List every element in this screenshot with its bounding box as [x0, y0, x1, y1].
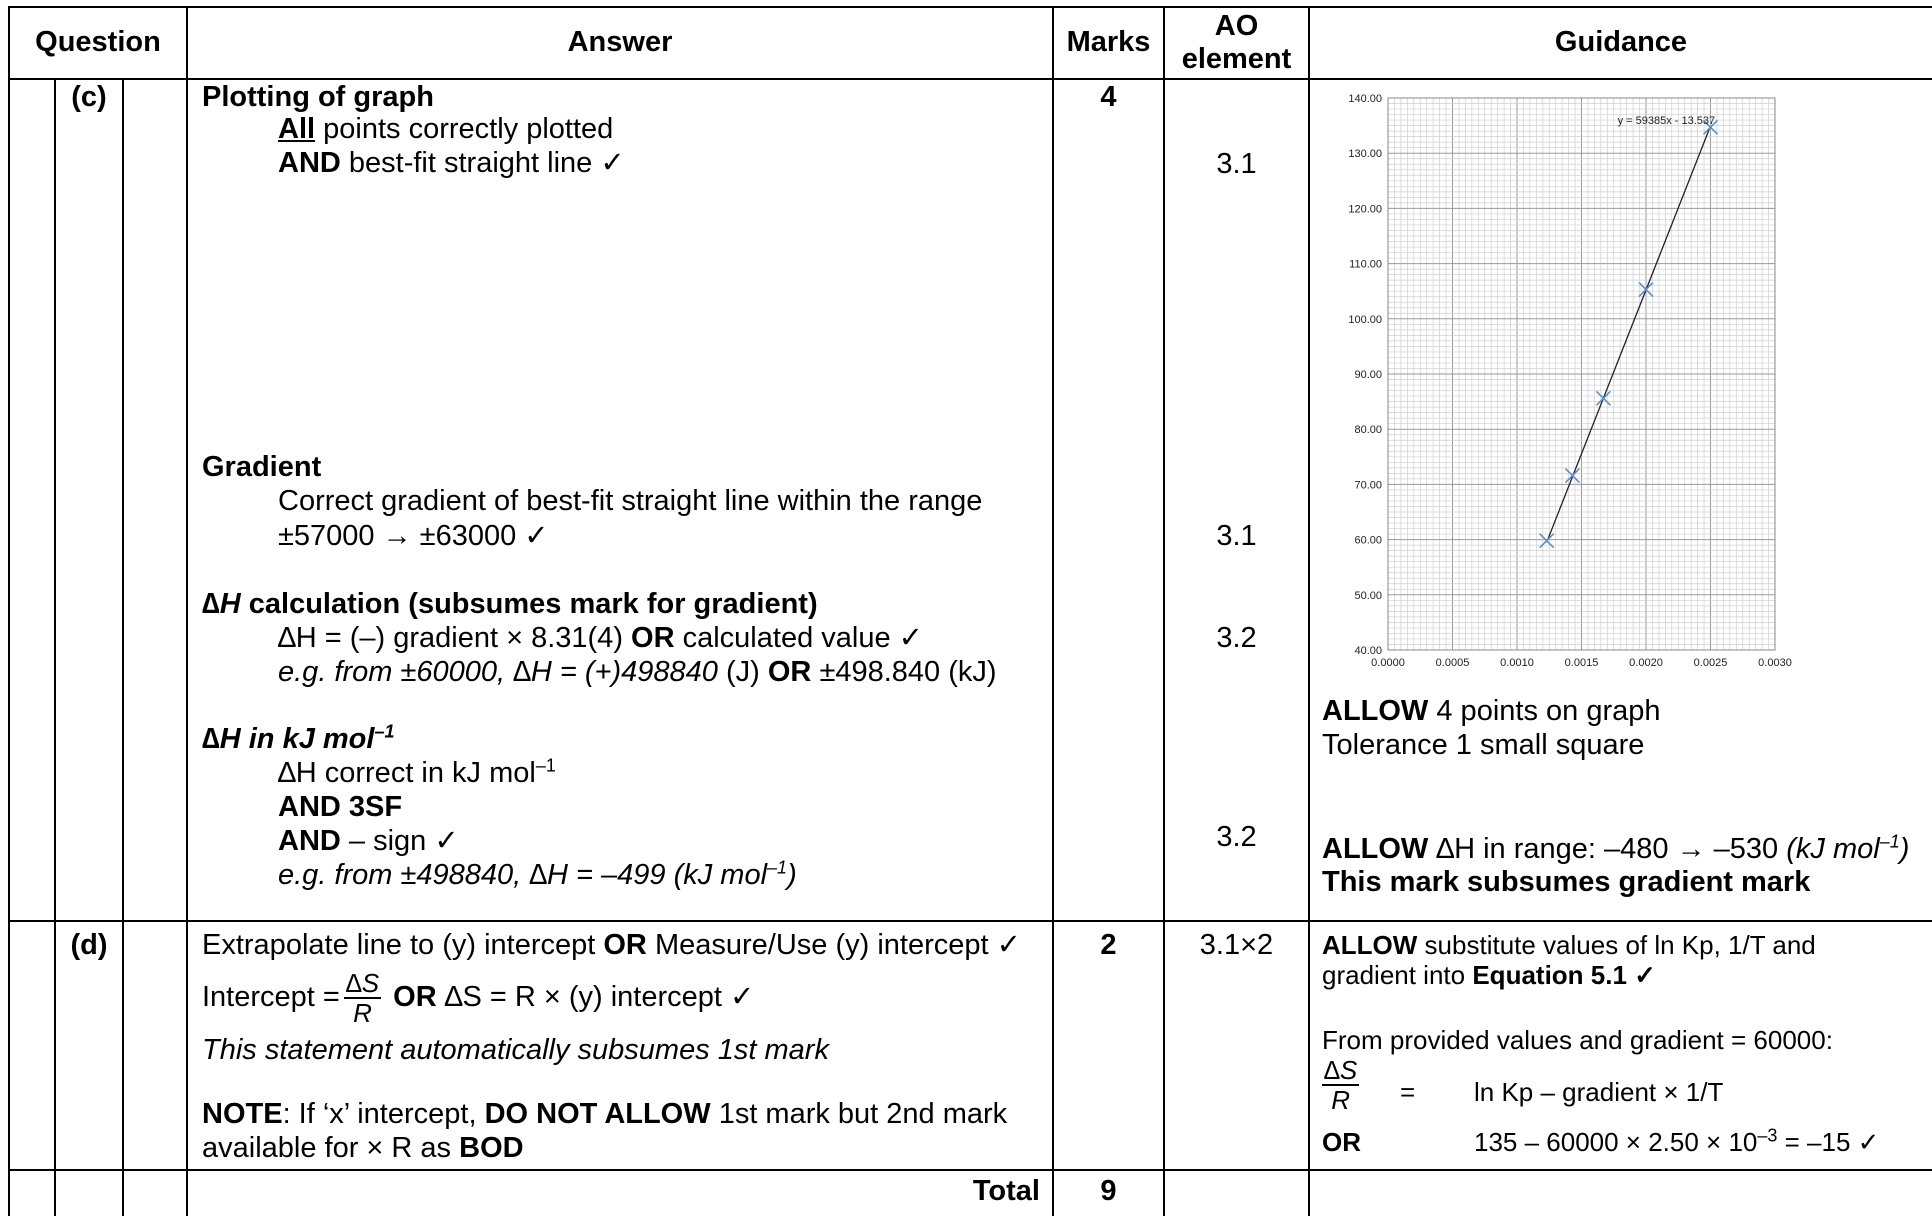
chart-y-tick-label: 140.00: [1348, 93, 1382, 105]
d-line2: Intercept = $\frac{\Delta S}{R}$ OR ∆S = R × (y) intercept ✓: [202, 968, 755, 1029]
chart-x-tick-label: 0.0030: [1758, 657, 1792, 669]
kj-ao: 3.2: [1216, 821, 1257, 853]
border-sub1: [54, 78, 56, 1216]
header-marks: Marks: [1066, 26, 1151, 58]
gradient-title: Gradient: [202, 451, 322, 483]
chart-trendline-label: y = 59385x - 13.537: [1617, 115, 1716, 128]
border-sub2: [122, 78, 124, 1216]
row-d-bottom-border: [8, 1169, 1932, 1171]
chart-x-tick-label: 0.0000: [1371, 657, 1405, 669]
header-guidance: Guidance: [1554, 26, 1688, 58]
chart-y-tick-label: 80.00: [1354, 424, 1382, 437]
row-c-marks: 4: [1100, 81, 1117, 113]
row-d-ao: 3.1×2: [1199, 929, 1274, 961]
kj-and2: AND – sign ✓: [278, 825, 459, 857]
total-label: Total: [972, 1175, 1040, 1207]
ds-over-r-fraction: $\frac{\Delta S}{R}$: [345, 968, 380, 1029]
d-guid-allow: ALLOW substitute values of ln Kp, 1/T and: [1322, 930, 1816, 960]
gradient-ao: 3.1: [1216, 520, 1257, 552]
guid-allow2: ALLOW ∆H in range: –480 → –530 (kJ mol$^{-1}$): [1322, 831, 1910, 865]
chart-y-tick-label: 60.00: [1354, 534, 1382, 547]
border-marks: [1052, 6, 1054, 1216]
chart-x-tick-label: 0.0015: [1564, 657, 1599, 669]
chart-y-tick-label: 110.00: [1349, 258, 1382, 271]
chart-y-tick-label: 50.00: [1354, 589, 1382, 602]
d-note2: available for × R as BOD: [202, 1132, 524, 1164]
d-guid-line3: From provided values and gradient = 60000:: [1322, 1025, 1833, 1055]
border-answer: [186, 6, 188, 1216]
header-ao-line1: AO: [1214, 10, 1259, 42]
gradient-line2: ±57000 → ±63000 ✓: [278, 520, 549, 552]
plot-ao: 3.1: [1216, 148, 1257, 180]
d-guid-eq-frac: $\frac{\Delta S}{R}$: [1324, 1055, 1358, 1115]
chart-y-tick-label: 90.00: [1354, 369, 1382, 381]
plot-title: Plotting of graph: [202, 81, 434, 113]
chart-x-tick-label: 0.0025: [1693, 657, 1728, 669]
border-left: [8, 6, 10, 1216]
dh-line1: ∆H = (–) gradient × 8.31(4) OR calculated value ✓: [278, 622, 923, 654]
scatter-chart: [1318, 88, 1798, 688]
chart-y-tick-label: 70.00: [1354, 479, 1382, 492]
border-guidance: [1308, 6, 1310, 1216]
d-line1: Extrapolate line to (y) intercept OR Measure/Use (y) intercept ✓: [202, 929, 1021, 961]
chart-trendline: [1547, 126, 1711, 542]
kj-line1: ∆H correct in kJ mol$^{-1}$: [278, 755, 556, 789]
d-line3: This statement automatically subsumes 1st mark: [202, 1034, 829, 1066]
total-marks: 9: [1100, 1175, 1117, 1207]
chart-y-tick-label: 40.00: [1354, 645, 1382, 657]
chart-x-tick-label: 0.0005: [1435, 657, 1470, 669]
guid-allow1: ALLOW 4 points on graph: [1322, 695, 1661, 727]
gradient-line1: Correct gradient of best-fit straight line within the range: [278, 485, 983, 517]
dh-ao: 3.2: [1216, 622, 1257, 654]
plot-line1: All points correctly plotted: [278, 113, 614, 145]
kj-title: ∆H in kJ mol$^{-1}$: [202, 721, 395, 755]
table-top-border: [8, 6, 1932, 8]
d-guid-line2: gradient into Equation 5.1 ✓: [1322, 960, 1656, 990]
guid-subsumes: This mark subsumes gradient mark: [1322, 866, 1811, 898]
kj-eg: e.g. from ±498840, ∆H = –499 (kJ mol$^{-1}$): [278, 857, 797, 891]
row-c-bottom-border: [8, 920, 1932, 922]
dh-line2: e.g. from ±60000, ∆H = (+)498840 (J) OR ±498.840 (kJ): [278, 656, 997, 688]
plot-line2: AND best-fit straight line ✓: [278, 147, 625, 179]
row-d-label: (d): [70, 929, 108, 961]
d-note1: NOTE: If ‘x’ intercept, DO NOT ALLOW 1st mark but 2nd mark: [202, 1098, 1008, 1130]
d-guid-eq-rhs: ln Kp – gradient × 1/T: [1474, 1077, 1724, 1107]
kj-and1: AND 3SF: [278, 791, 403, 823]
row-d-marks: 2: [1100, 929, 1117, 961]
chart-y-tick-label: 130.00: [1348, 148, 1382, 161]
d-guid-eq-sign: =: [1400, 1077, 1416, 1107]
dh-title: ∆H calculation (subsumes mark for gradient): [202, 588, 818, 620]
chart-x-tick-label: 0.0010: [1500, 657, 1534, 669]
row-c-label: (c): [71, 81, 107, 113]
border-ao: [1163, 6, 1165, 1216]
chart-point: [1565, 469, 1579, 483]
guid-tolerance: Tolerance 1 small square: [1322, 729, 1645, 761]
d-guid-calc: $135 - 60000 \times 2.50 \times 10^{-3} = -15$ ✓: [1474, 1125, 1880, 1157]
header-answer: Answer: [567, 26, 673, 58]
chart-y-tick-label: 100.00: [1348, 313, 1382, 326]
header-ao-line2: element: [1181, 43, 1292, 75]
chart-x-tick-label: 0.0020: [1629, 657, 1663, 669]
d-guid-or: OR: [1322, 1127, 1361, 1157]
chart-point: [1540, 534, 1554, 548]
chart-y-tick-label: 120.00: [1348, 203, 1382, 216]
chart-point: [1596, 391, 1610, 405]
header-question: Question: [35, 26, 161, 58]
